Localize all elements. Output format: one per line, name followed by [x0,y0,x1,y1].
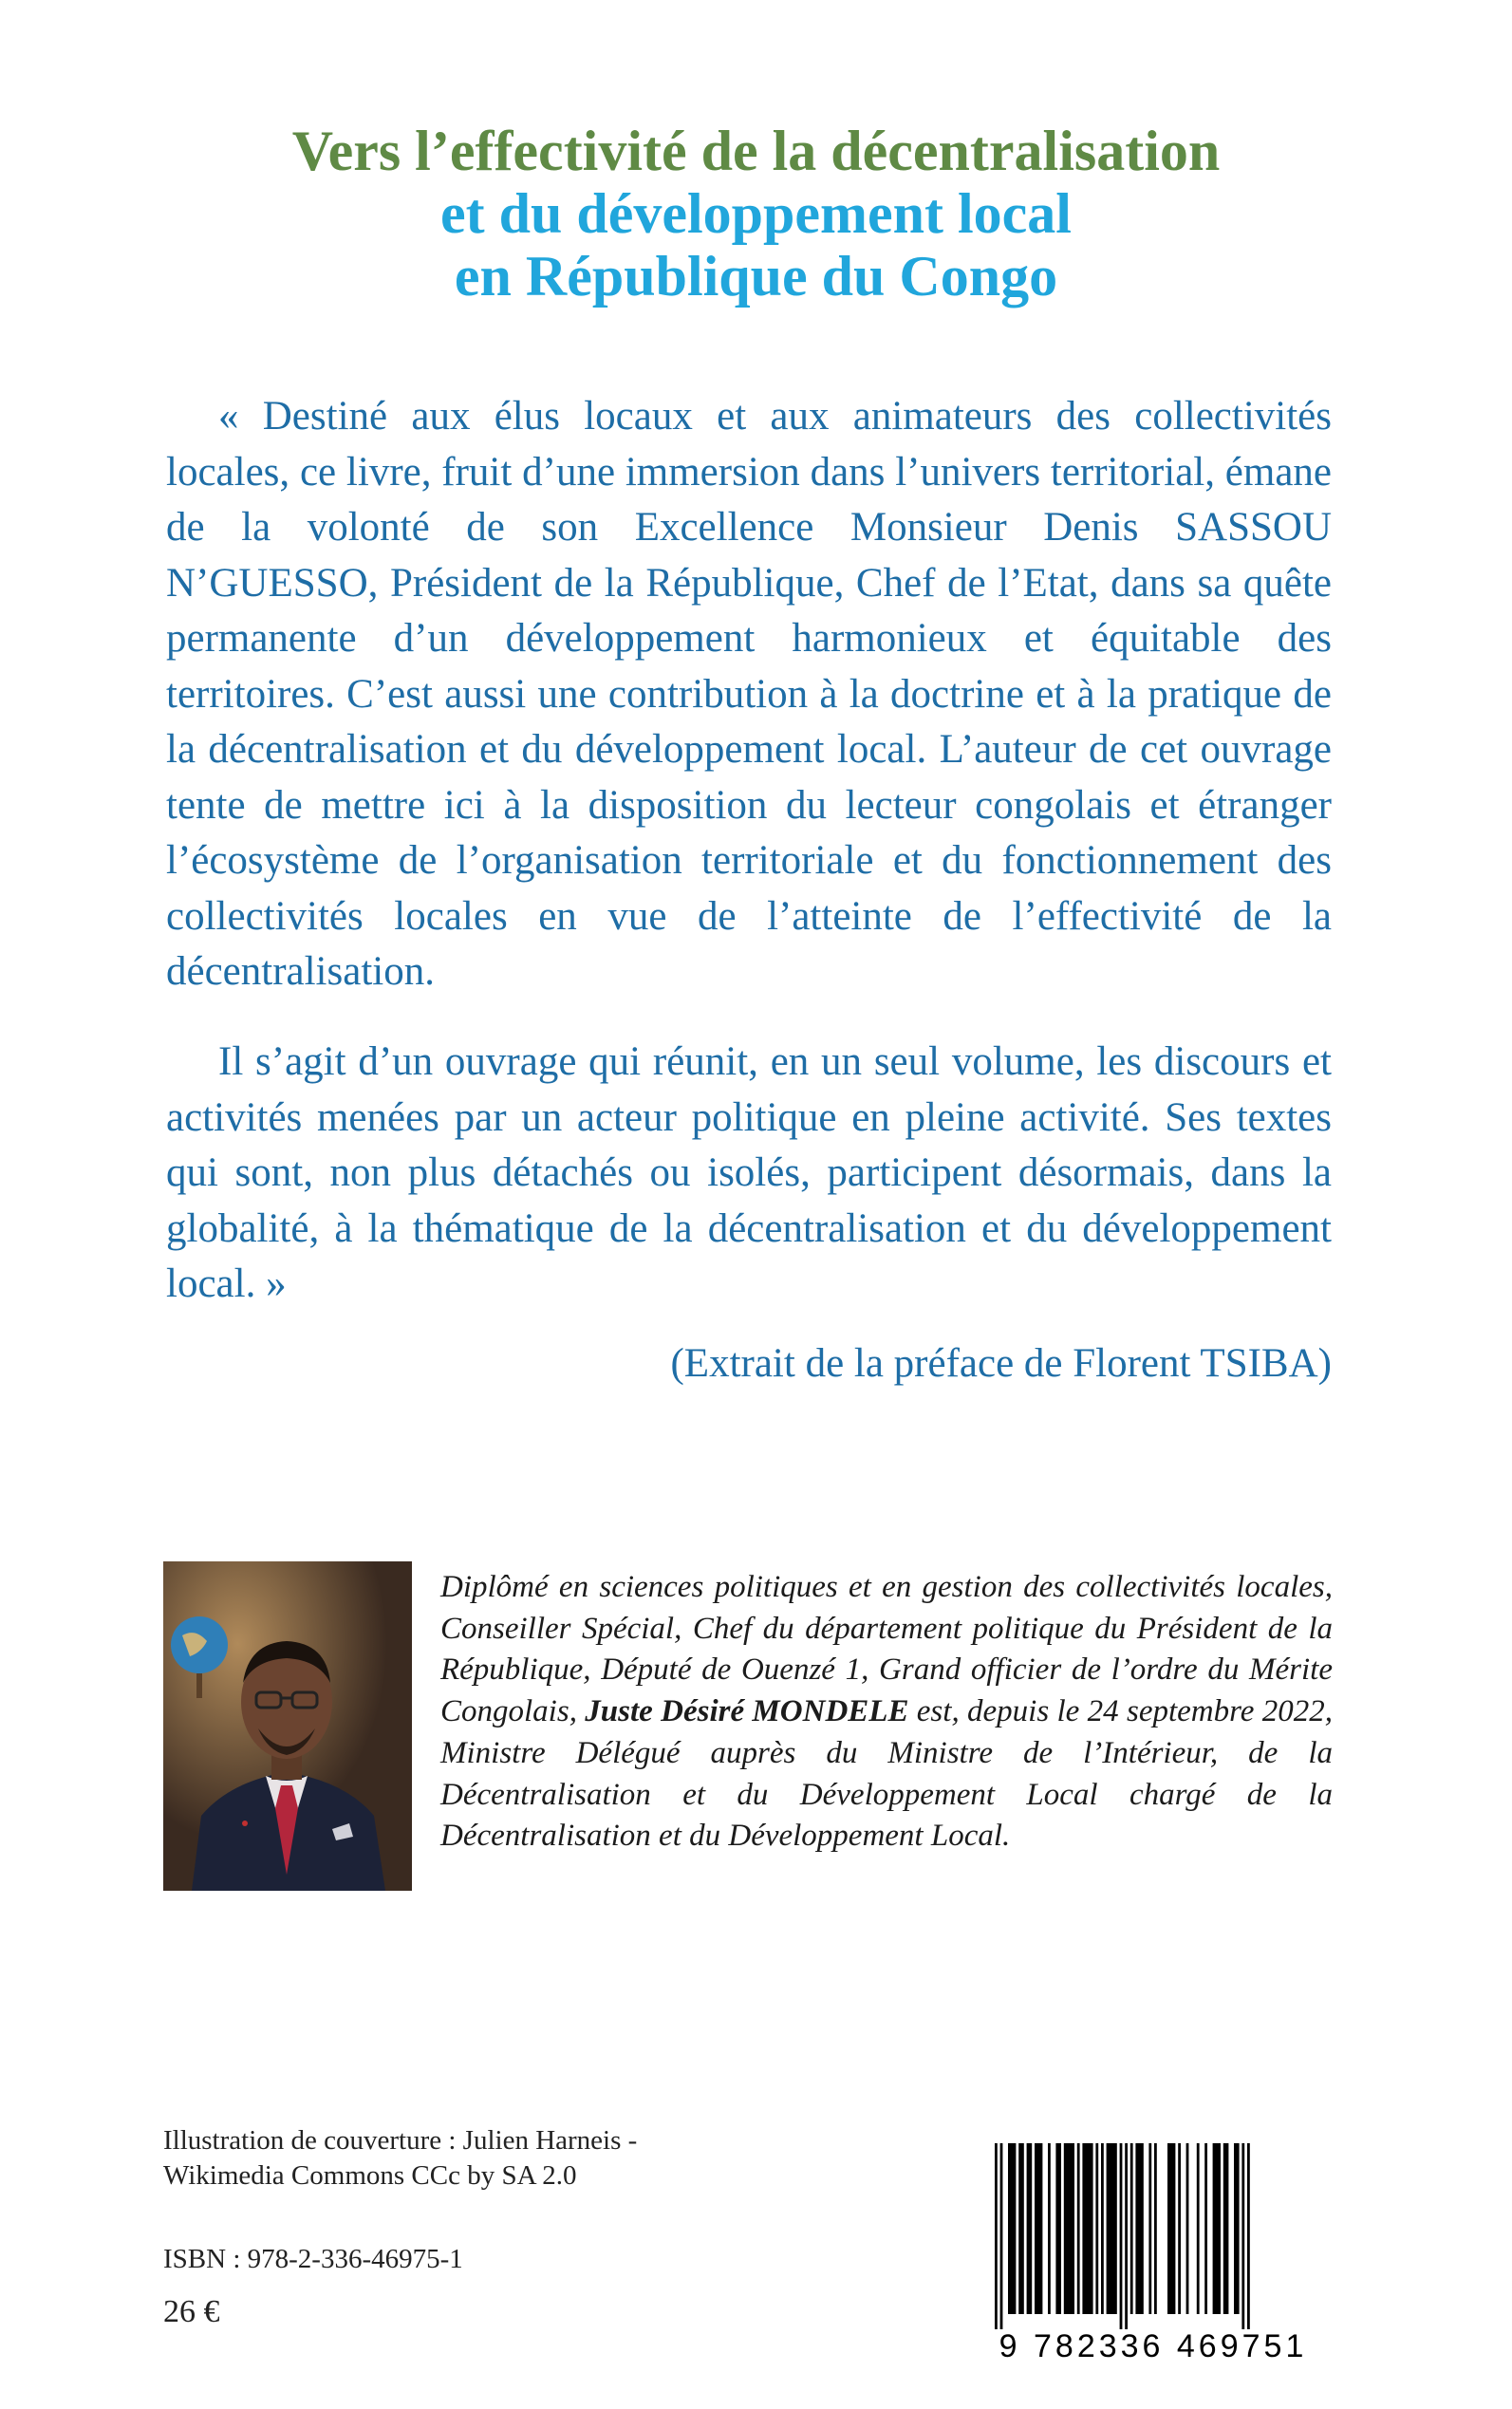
barcode-bar [1077,2143,1080,2314]
cover-illustration-credit [163,2123,733,2194]
barcode-bar [1213,2143,1221,2314]
credit-line-1: Illustration de couverture : Julien Harneis - [163,2125,638,2156]
preface-paragraph-2: Il s’agit d’un ouvrage qui réunit, en un seul volume, les discours et activités menées par un acteur politique en pleine activité. Ses textes qui sont, non plus détachés ou isolés, participent désormais, dans la globalité, à la thématique de la décentralisation et du développement local. » [166,1039,1332,1306]
book-title-line-2: et du développement local [440,182,1072,245]
barcode-bar [1035,2143,1042,2314]
barcode-bar [1055,2143,1061,2314]
price: 26 € [163,2294,220,2329]
preface-paragraph-1: « Destiné aux élus locaux et aux animateurs des collectivités locales, ce livre, fruit d’une immersion dans l’univers territorial, émane de la volonté de son Excellence Monsieur Denis SASSOU N’GUESSO, Président de la République, Chef de l’Etat, dans sa quête permanente d’un développement harmonieux et équitable des territoires. C’est aussi une contribution à la doctrine et à la pratique de la décentralisation et du développement local. L’auteur de cet ouvrage tente de mettre ici à la disposition du lecteur congolais et étranger l’écosystème de l’organisation territoriale et du fonctionnement des collectivités locales en vue de l’atteinte de l’effectivité de la décentralisation. [166,394,1332,994]
isbn-barcode [974,2143,1333,2371]
barcode-bar [1064,2143,1074,2314]
isbn: ISBN : 978-2-336-46975-1 [163,2244,463,2274]
barcode-bar [1135,2143,1143,2314]
credit-line-2: Wikimedia Commons CCc by SA 2.0 [163,2160,577,2191]
barcode-bar [1148,2143,1151,2314]
barcode-bar [1204,2143,1207,2314]
author-photo [163,1561,412,1891]
barcode-bar [1197,2143,1200,2314]
preface-attribution: (Extrait de la préface de Florent TSIBA) [670,1341,1332,1386]
barcode-bar [1048,2143,1051,2314]
barcode-guard-bar [995,2143,998,2329]
barcode-bar [1130,2143,1133,2314]
barcode-bar [1167,2143,1175,2314]
book-title-line-1: Vers l’effectivité de la décentralisation [291,120,1221,182]
barcode-bar [1107,2143,1117,2314]
author-bio-rest: est, depuis le 24 septembre 2022, Ministre Délégué auprès du Ministre de l’Intérieur, de la Décentralisation et du Développement Local chargé de la Décentralisation et du Développement Local. [440,1694,1333,1854]
barcode-guard-bar [1000,2143,1003,2329]
barcode-bar [1186,2143,1189,2314]
barcode-bar [1018,2143,1024,2314]
barcode-bar [1101,2143,1104,2314]
barcode-bar [1178,2143,1181,2314]
barcode-guard-bar [1125,2143,1128,2329]
author-name: Juste Désiré MONDELE [585,1694,909,1729]
author-bio [440,1567,1333,1858]
barcode-bar [1082,2143,1092,2314]
author-bio-intro: Diplômé en sciences politiques et en gestion des collectivités locales, Conseiller Spécial, Chef du département politique du Président de la République, Député de Ouenzé 1, Grand officier de l’ordre du Mérite Congolais, [440,1570,1333,1729]
barcode-bar [1095,2143,1098,2314]
barcode-bars [974,2143,1333,2329]
barcode-bar [1234,2143,1240,2314]
barcode-bar [1223,2143,1229,2314]
barcode-digits: 9 782336 469751 [999,2328,1308,2364]
barcode-bar [1154,2143,1157,2314]
barcode-guard-bar [1247,2143,1250,2329]
barcode-bar [1027,2143,1033,2314]
barcode-bar [1008,2143,1016,2314]
barcode-guard-bar [1241,2143,1244,2329]
barcode-guard-bar [1120,2143,1123,2329]
book-title-line-3: en République du Congo [454,245,1058,308]
